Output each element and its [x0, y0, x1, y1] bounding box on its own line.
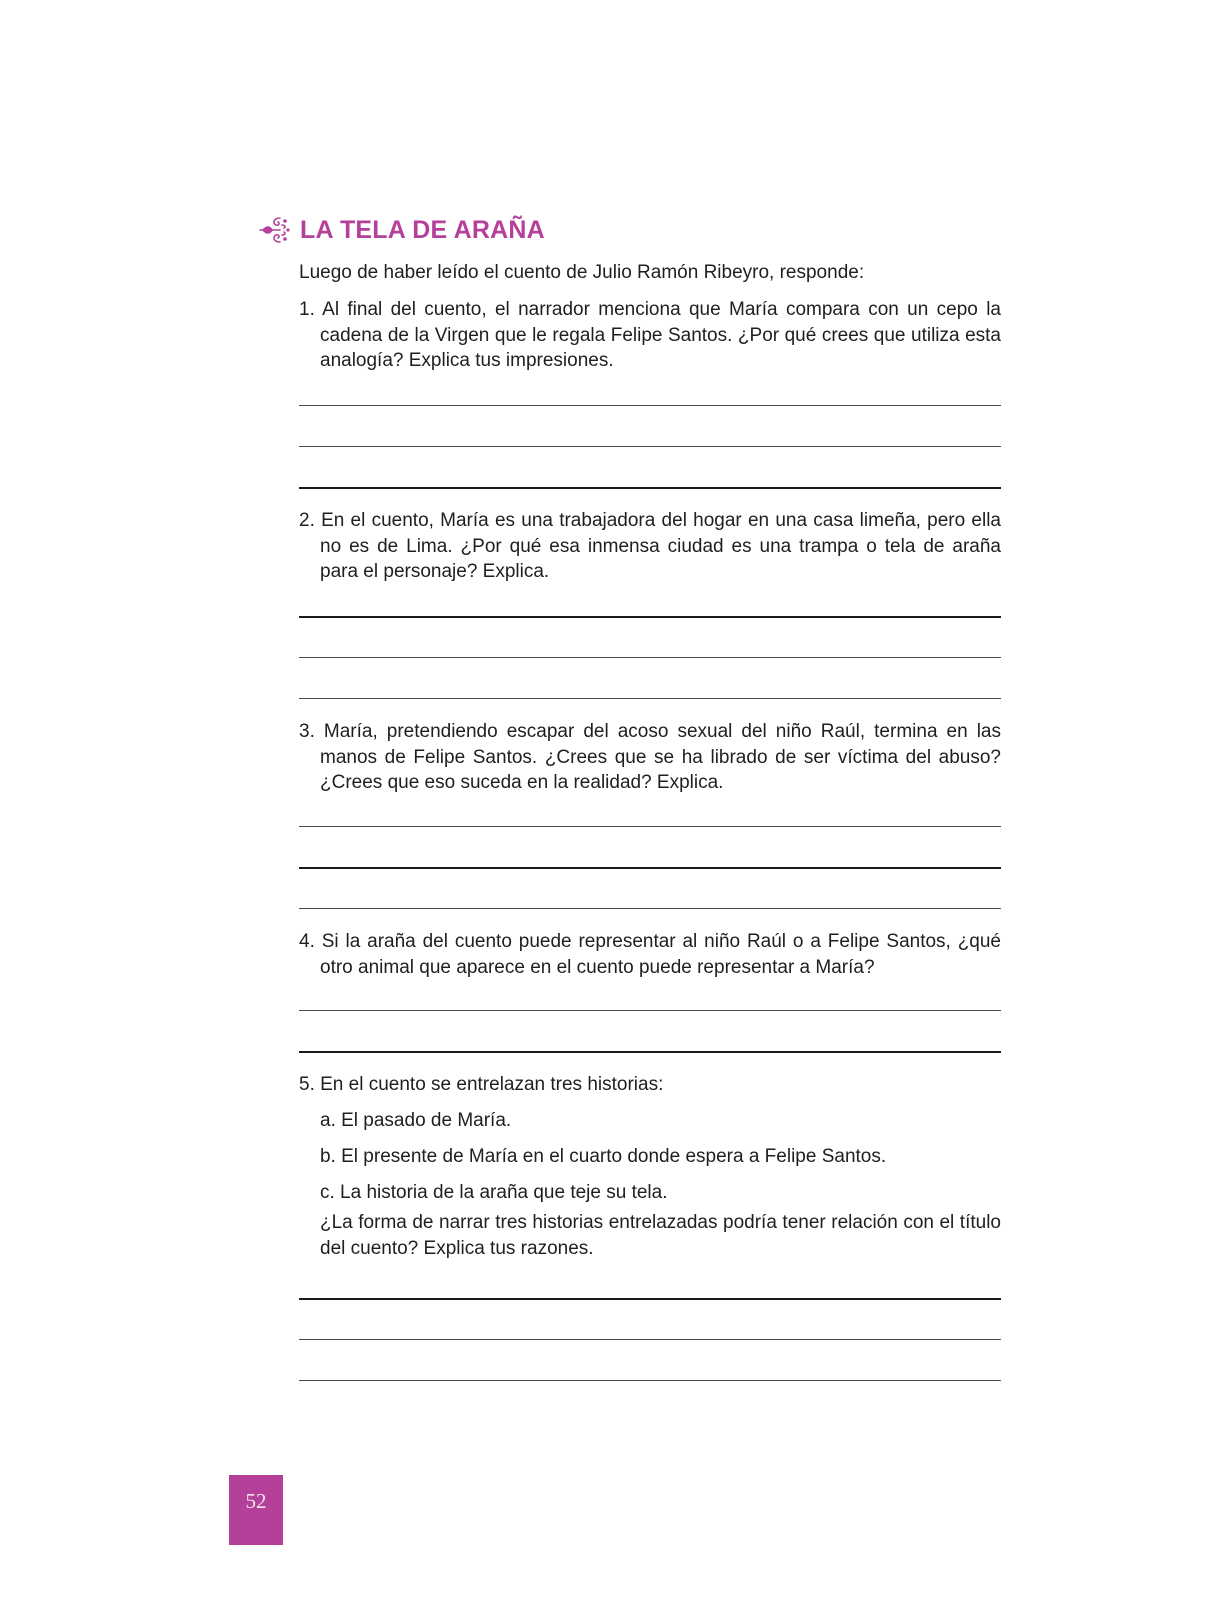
- section-title: LA TELA DE ARAÑA: [300, 215, 545, 244]
- answer-line-1a[interactable]: [299, 405, 1001, 406]
- answer-line-3c[interactable]: [299, 908, 1001, 909]
- answer-line-5c[interactable]: [299, 1380, 1001, 1381]
- answer-line-4b[interactable]: [299, 1051, 1001, 1053]
- question-3: 3. María, pretendiendo escapar del acoso sexual del niño Raúl, termina en las manos de Felipe Santos. ¿Crees que se ha librado de ser víctima del abuso? ¿Crees que eso suceda en la realidad? Explica.: [299, 721, 1001, 793]
- intro-text: Luego de haber leído el cuento de Julio Ramón Ribeyro, responde:: [299, 262, 865, 283]
- page-number: 52: [229, 1475, 283, 1545]
- answer-line-2a[interactable]: [299, 616, 1001, 618]
- question-5-followup: ¿La forma de narrar tres historias entrelazadas podría tener relación con el título del cuento? Explica tus razones.: [320, 1212, 1001, 1259]
- answer-line-2b[interactable]: [299, 657, 1001, 658]
- question-4: 4. Si la araña del cuento puede representar al niño Raúl o a Felipe Santos, ¿qué otro animal que aparece en el cuento puede representar a María?: [299, 931, 1001, 978]
- answer-line-4a[interactable]: [299, 1010, 1001, 1011]
- question-1: 1. Al final del cuento, el narrador menciona que María compara con un cepo la cadena de la Virgen que le regala Felipe Santos. ¿Por qué crees que utiliza esta analogía? Explica tus impresiones.: [299, 299, 1001, 371]
- answer-line-3b[interactable]: [299, 867, 1001, 869]
- question-5-item-c: c. La historia de la araña que teje su tela.: [320, 1182, 668, 1203]
- question-5-item-a: a. El pasado de María.: [320, 1110, 512, 1131]
- answer-line-5a[interactable]: [299, 1298, 1001, 1300]
- answer-line-3a[interactable]: [299, 826, 1001, 827]
- answer-line-5b[interactable]: [299, 1339, 1001, 1340]
- question-5-item-b: b. El presente de María en el cuarto donde espera a Felipe Santos.: [320, 1146, 887, 1167]
- fleuron-ornament-icon: [258, 212, 294, 248]
- answer-line-1c[interactable]: [299, 487, 1001, 489]
- question-2: 2. En el cuento, María es una trabajadora del hogar en una casa limeña, pero ella no es de Lima. ¿Por qué esa inmensa ciudad es una trampa o tela de araña para el personaje? Explica.: [299, 510, 1001, 582]
- section-header: [258, 212, 545, 248]
- question-5: 5. En el cuento se entrelazan tres historias:: [299, 1074, 664, 1095]
- answer-line-2c[interactable]: [299, 698, 1001, 699]
- answer-line-1b[interactable]: [299, 446, 1001, 447]
